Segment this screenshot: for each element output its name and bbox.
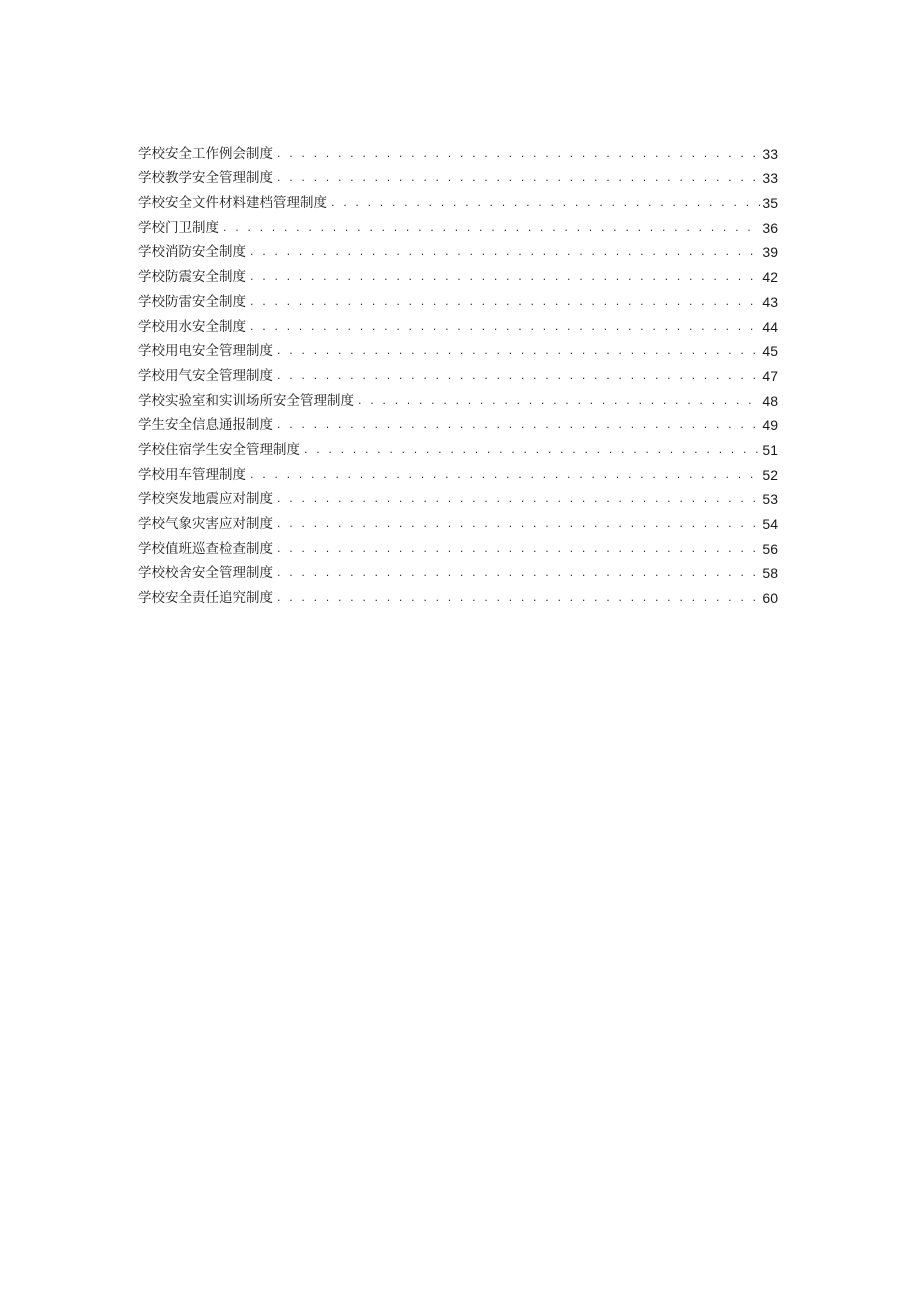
toc-page-number: 45 <box>762 343 778 360</box>
toc-entry-title: 学校实验室和实训场所安全管理制度 <box>138 392 354 409</box>
toc-dot-leader <box>277 416 760 434</box>
toc-dot-leader <box>277 169 760 187</box>
toc-dot-leader <box>277 540 760 558</box>
toc-dot-leader <box>277 490 760 508</box>
toc-page-number: 58 <box>762 565 778 582</box>
toc-page-number: 42 <box>762 269 778 286</box>
toc-entry[interactable] <box>138 484 778 509</box>
toc-entry[interactable] <box>138 459 778 484</box>
toc-entry[interactable] <box>138 163 778 188</box>
toc-entry[interactable] <box>138 434 778 459</box>
toc-dot-leader <box>277 145 760 163</box>
toc-dot-leader <box>250 293 760 311</box>
toc-entry-title: 学校安全工作例会制度 <box>138 145 273 162</box>
toc-entry-title: 学校教学安全管理制度 <box>138 170 273 187</box>
toc-page-number: 56 <box>762 540 778 557</box>
toc-dot-leader <box>331 194 760 212</box>
toc-dot-leader <box>277 367 760 385</box>
table-of-contents <box>138 138 778 607</box>
toc-entry-title: 学校用气安全管理制度 <box>138 367 273 384</box>
toc-entry-title: 学校用车管理制度 <box>138 466 246 483</box>
toc-page-number: 43 <box>762 293 778 310</box>
toc-page-number: 36 <box>762 219 778 236</box>
toc-dot-leader <box>358 392 760 410</box>
toc-page-number: 54 <box>762 516 778 532</box>
toc-entry-title: 学校突发地震应对制度 <box>138 491 273 508</box>
toc-dot-leader <box>250 318 760 336</box>
toc-entry[interactable] <box>138 286 778 311</box>
toc-entry-title: 学校校舍安全管理制度 <box>138 565 273 582</box>
toc-page-number: 60 <box>762 590 778 607</box>
toc-page-number: 33 <box>762 145 778 162</box>
toc-entry[interactable] <box>138 508 778 533</box>
toc-page-number: 48 <box>762 392 778 409</box>
toc-entry-title: 学生安全信息通报制度 <box>138 417 273 434</box>
toc-entry[interactable] <box>138 410 778 435</box>
toc-entry[interactable] <box>138 237 778 262</box>
toc-page-number: 44 <box>762 318 778 335</box>
toc-page-number: 35 <box>762 195 778 212</box>
toc-entry[interactable] <box>138 212 778 237</box>
toc-dot-leader <box>304 441 760 459</box>
toc-page-number: 51 <box>762 441 778 458</box>
toc-page-number: 52 <box>762 466 778 483</box>
toc-entry[interactable] <box>138 311 778 336</box>
toc-entry-title: 学校防震安全制度 <box>138 269 246 286</box>
toc-dot-leader <box>277 342 760 360</box>
toc-entry-title: 学校用水安全制度 <box>138 318 246 335</box>
toc-entry-title: 学校用电安全管理制度 <box>138 343 273 360</box>
toc-entry[interactable] <box>138 187 778 212</box>
toc-entry[interactable] <box>138 558 778 583</box>
toc-entry[interactable] <box>138 582 778 607</box>
toc-entry[interactable] <box>138 385 778 410</box>
toc-entry-title: 学校气象灾害应对制度 <box>138 516 273 532</box>
toc-entry-title: 学校值班巡查检查制度 <box>138 540 273 557</box>
toc-entry[interactable] <box>138 360 778 385</box>
toc-entry[interactable] <box>138 533 778 558</box>
toc-entry[interactable] <box>138 261 778 286</box>
toc-page-number: 39 <box>762 244 778 261</box>
toc-dot-leader <box>250 268 760 286</box>
toc-entry[interactable] <box>138 336 778 361</box>
toc-dot-leader <box>277 589 760 607</box>
toc-entry-title: 学校防雷安全制度 <box>138 293 246 310</box>
toc-dot-leader <box>250 243 760 261</box>
toc-page-number: 47 <box>762 367 778 384</box>
toc-entry-title: 学校安全责任追究制度 <box>138 590 273 607</box>
toc-dot-leader <box>277 515 760 533</box>
toc-page-number: 53 <box>762 491 778 508</box>
toc-entry-title: 学校门卫制度 <box>138 219 219 236</box>
toc-entry-title: 学校消防安全制度 <box>138 244 246 261</box>
toc-page-number: 33 <box>762 170 778 187</box>
toc-dot-leader <box>277 564 760 582</box>
toc-dot-leader <box>250 466 760 484</box>
toc-page-number: 49 <box>762 417 778 434</box>
toc-entry-title: 学校安全文件材料建档管理制度 <box>138 195 327 212</box>
toc-dot-leader <box>223 219 760 237</box>
toc-entry[interactable] <box>138 138 778 163</box>
toc-entry-title: 学校住宿学生安全管理制度 <box>138 441 300 458</box>
